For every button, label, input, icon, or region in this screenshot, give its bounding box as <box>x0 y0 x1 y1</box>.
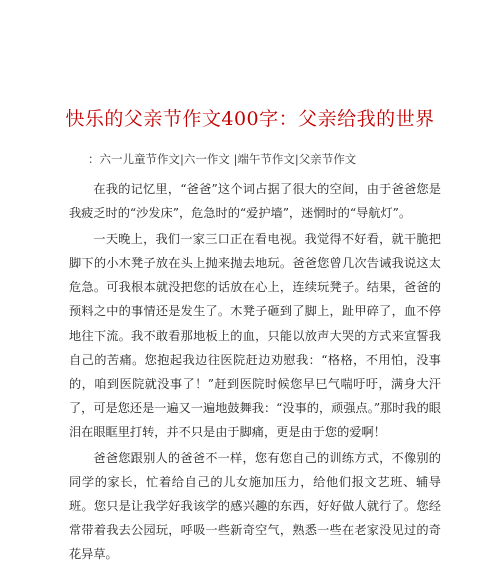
document-title: 快乐的父亲节作文400字：父亲给我的世界 <box>65 108 435 130</box>
category-tags: ：六一儿童节作文|六一作文 |端午节作文|父亲节作文 <box>88 152 357 166</box>
article-body <box>69 177 441 565</box>
paragraph: 一天晚上，我们一家三口正在看电视。我觉得不好看，就干脆把脚下的小木凳子放在头上抛来抛去地玩。爸爸您曾几次告诫我说这太危急。可我根本就没把您的话放在心上，连续玩凳子。结果，爸爸的预料之中的事情还是发生了。木凳子砸到了脚上，趾甲碎了，血不停地往下流。我不敢看那地板上的血，只能以放声大哭的方式来宣誓我自己的苦痛。您抱起我边往医院赶边劝慰我：“格格，不用怕，没事的，咱到医院就没事了！”赶到医院时候您早巳气喘吁吁，满身大汗了，可是您还是一遍又一遍地鼓舞我：“没事的，顽强点。”那时我的眼泪在眼眶里打转，并不只是由于脚痛，更是由于您的爱啊！ <box>69 232 441 439</box>
paragraph: 爸爸您跟别人的爸爸不一样，您有您自己的训练方式，不像别的同学的家长，忙着给自己的儿女施加压力，给他们报文艺班、辅导班。您只是让我学好我该学的感兴趣的东西，好好做人就行了。您经常带着我去公园玩，呼吸一些新奇空气，熟悉一些在老家没见过的奇花异草。 <box>69 451 441 562</box>
paragraph: 在我的记忆里，“爸爸”这个词占据了很大的空间，由于爸爸您是我疲乏时的“沙发床”，危急时的“爱护墙”，迷惘时的“导航灯”。 <box>69 182 441 221</box>
